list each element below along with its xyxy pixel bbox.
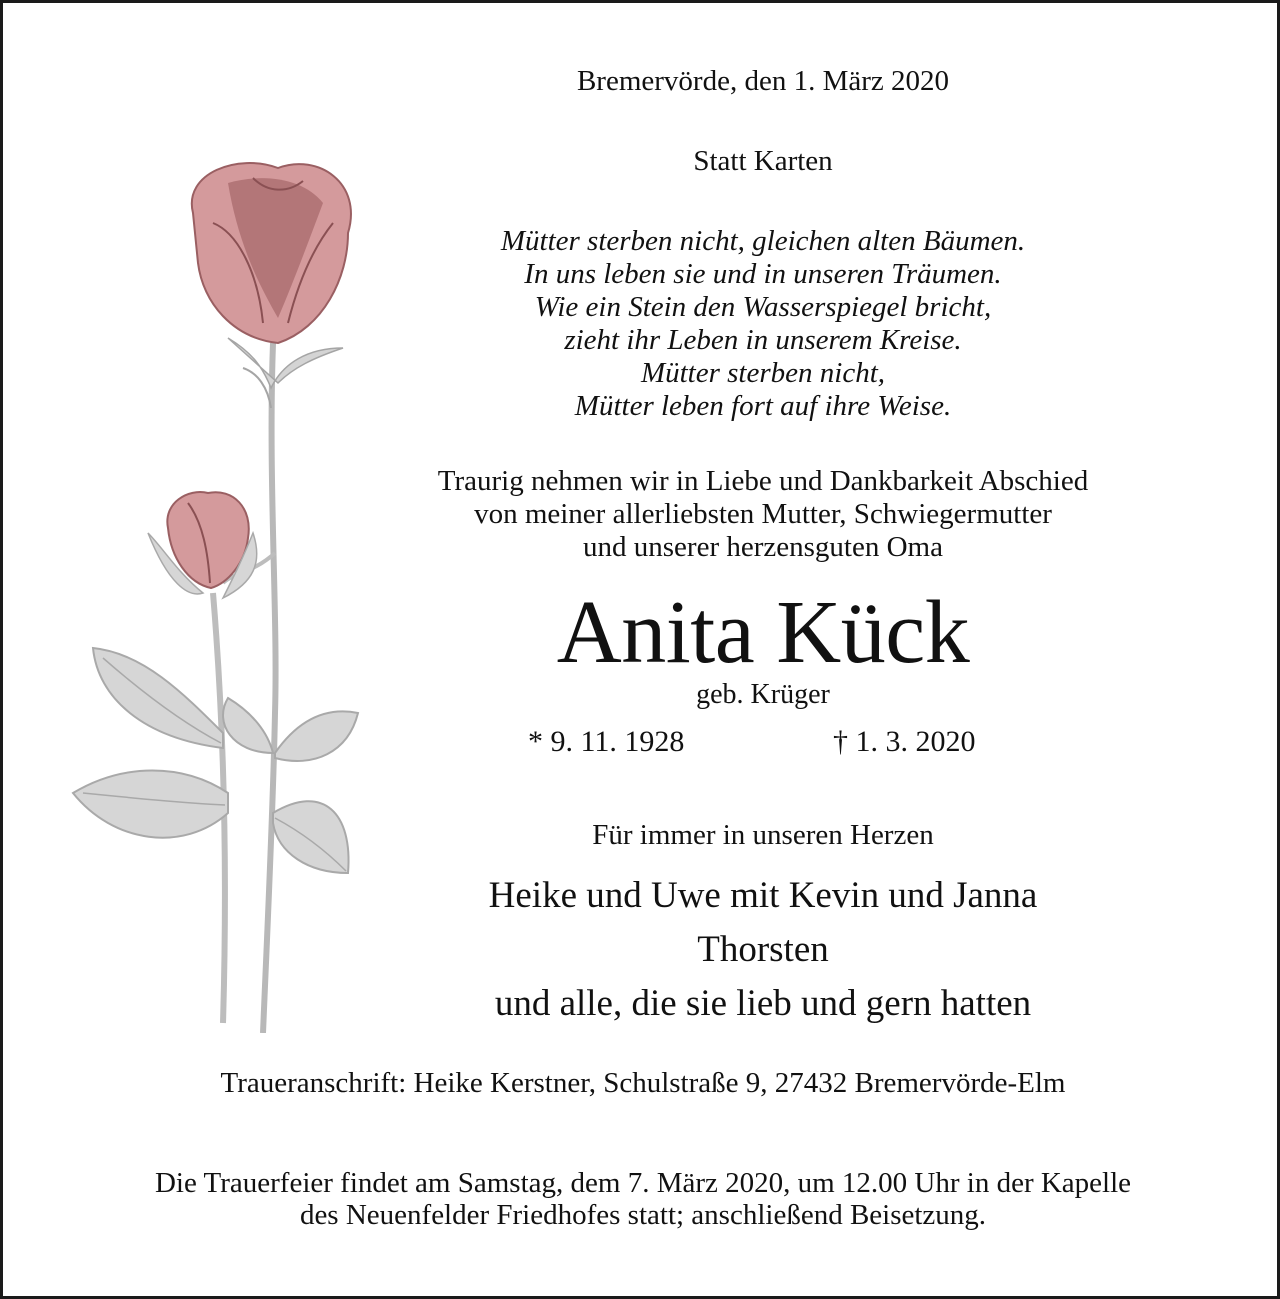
birth-date: * 9. 11. 1928: [528, 725, 685, 758]
intro-line: von meiner allerliebsten Mutter, Schwiegermutter: [474, 498, 1052, 530]
forever-line: Für immer in unseren Herzen: [592, 819, 934, 851]
funeral-service-info: [23, 1167, 1263, 1231]
poem-line: Mütter leben fort auf ihre Weise.: [574, 390, 952, 422]
service-line: Die Trauerfeier findet am Samstag, dem 7. März 2020, um 12.00 Uhr in der Kapelle: [154, 1167, 1132, 1199]
deceased-name: Anita Kück: [556, 583, 970, 682]
intro-line: und unserer herzensguten Oma: [583, 531, 943, 563]
poem: [363, 225, 1163, 423]
maiden-name: geb. Krüger: [696, 679, 830, 710]
statt-karten: Statt Karten: [693, 145, 833, 177]
death-date: † 1. 3. 2020: [833, 725, 976, 758]
poem-line: Mütter sterben nicht, gleichen alten Bäumen.: [500, 225, 1026, 257]
mourner-line: und alle, die sie lieb und gern hatten: [494, 983, 1032, 1024]
rose-icon: [63, 153, 373, 1033]
poem-line: In uns leben sie und in unseren Träumen.: [524, 258, 1002, 290]
intro-text: [333, 465, 1193, 564]
mourners: [363, 869, 1163, 1031]
poem-line: Wie ein Stein den Wasserspiegel bricht,: [534, 291, 992, 323]
intro-line: Traurig nehmen wir in Liebe und Dankbarkeit Abschied: [437, 465, 1089, 497]
service-line: des Neuenfelder Friedhofes statt; anschließend Beisetzung.: [299, 1199, 987, 1231]
place-and-date: Bremervörde, den 1. März 2020: [576, 65, 950, 97]
mourning-address: Traueranschrift: Heike Kerstner, Schulstraße 9, 27432 Bremervörde-Elm: [220, 1067, 1066, 1099]
poem-line: zieht ihr Leben in unserem Kreise.: [564, 324, 962, 356]
mourner-line: Heike und Uwe mit Kevin und Janna: [488, 875, 1038, 916]
mourner-line: Thorsten: [697, 929, 829, 970]
poem-line: Mütter sterben nicht,: [640, 357, 886, 389]
